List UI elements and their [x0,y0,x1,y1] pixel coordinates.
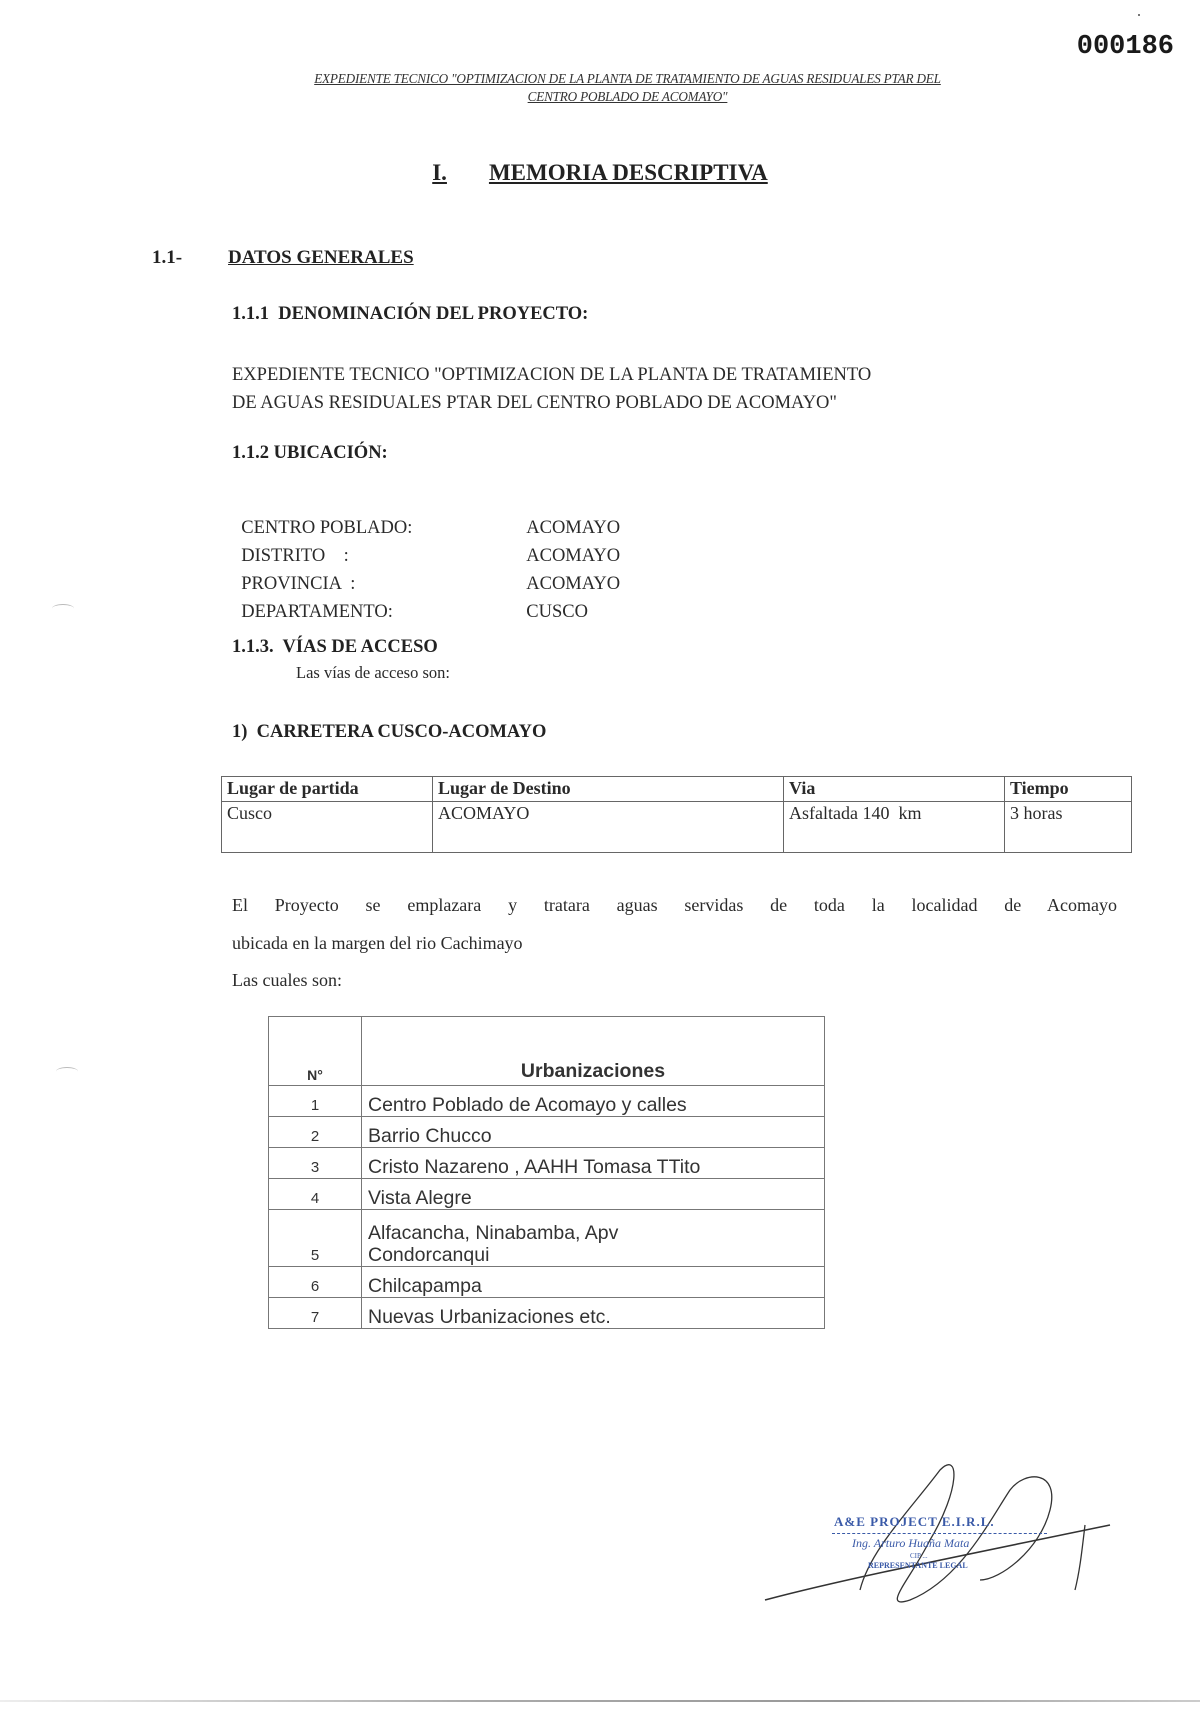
page-number-stamp: 000186 [1076,32,1174,62]
signature-registration: CIP ... [910,1552,928,1560]
row-name: Nuevas Urbanizaciones etc. [362,1298,825,1329]
section-number: 1.1- [152,247,183,268]
signature-name: Ing. Arturo Huaña Mata [852,1536,970,1550]
row-number: 3 [269,1148,362,1179]
row-number: 4 [269,1179,362,1210]
running-header [150,70,1105,106]
row-name: Barrio Chucco [362,1117,825,1148]
project-name-line1: EXPEDIENTE TECNICO "OPTIMIZACION DE LA PLANTA DE TRATAMIENTO [232,365,872,385]
project-name [232,361,871,417]
location-key: DISTRITO : [241,546,349,566]
title-number: I. [432,160,447,185]
location-key: PROVINCIA : [241,574,356,594]
cell-via: Asfaltada 140 km [784,802,1005,853]
location-row [232,581,588,623]
access-table-header [222,777,1132,802]
project-name-line2: DE AGUAS RESIDUALES PTAR DEL CENTRO POBLADO DE ACOMAYO" [232,393,837,413]
col-lugar-partida: Lugar de partida [222,777,433,802]
row-number: 1 [269,1086,362,1117]
row-name: Vista Alegre [362,1179,825,1210]
running-header-line2: CENTRO POBLADO DE ACOMAYO" [527,89,728,104]
section-label: DATOS GENERALES [228,247,414,268]
signature-line [832,1533,1047,1534]
signature-role: REPRESENTANTE LEGAL [868,1561,968,1570]
table-row [269,1148,825,1179]
cell-destino: ACOMAYO [433,802,784,853]
row-number: 5 [269,1210,362,1267]
row-number: 6 [269,1267,362,1298]
row-name: Centro Poblado de Acomayo y calles [362,1086,825,1117]
section-1-1-1-heading: 1.1.1 DENOMINACIÓN DEL PROYECTO: [232,304,589,324]
row-name [362,1210,825,1267]
list-intro: Las cuales son: [232,970,342,990]
row-name: Cristo Nazareno , AAHH Tomasa TTito [362,1148,825,1179]
signature-company: A&E PROJECT E.I.R.L. [834,1514,995,1529]
location-value: ACOMAYO [526,574,621,594]
section-1-1-heading [152,247,414,269]
table-row [269,1210,825,1267]
col-tiempo: Tiempo [1005,777,1132,802]
location-value: CUSCO [526,602,588,622]
location-key: CENTRO POBLADO: [241,518,413,538]
row-number: 2 [269,1117,362,1148]
project-paragraph-line2: ubicada en la margen del rio Cachimayo [232,933,523,953]
table-row [269,1086,825,1117]
col-urbanizaciones: Urbanizaciones [362,1017,825,1086]
col-lugar-destino: Lugar de Destino [433,777,784,802]
signature-scribble-icon [760,1430,1120,1630]
urbanizaciones-table [268,1016,825,1329]
section-1-1-3-heading: 1.1.3. VÍAS DE ACCESO [232,637,438,657]
location-value: ACOMAYO [526,518,621,538]
signature-stamp [760,1430,1120,1635]
scan-edge-line [0,1700,1200,1702]
row-name-line1: Alfacancha, Ninabamba, Apv [368,1222,619,1244]
location-key: DEPARTAMENTO: [241,602,393,622]
table-row [269,1117,825,1148]
location-value: ACOMAYO [526,546,621,566]
hole-punch-mark [56,1067,78,1076]
table-row [269,1267,825,1298]
col-number: N° [269,1017,362,1086]
section-1-1-2-heading: 1.1.2 UBICACIÓN: [232,443,388,463]
cell-tiempo: 3 horas [1005,802,1132,853]
title-text: MEMORIA DESCRIPTIVA [488,160,768,185]
cell-partida: Cusco [222,802,433,853]
table-row [222,802,1132,853]
route-heading: 1) CARRETERA CUSCO-ACOMAYO [232,722,547,742]
project-paragraph-line1: El Proyecto se emplazara y tratara aguas servidas de toda la localidad de Acomayo [232,895,1117,915]
row-name-line2: Condorcanqui [368,1244,490,1266]
table-row [269,1179,825,1210]
urbanizaciones-header [269,1017,825,1086]
hole-punch-mark [52,604,74,613]
access-table [221,776,1132,853]
row-number: 7 [269,1298,362,1329]
access-intro: Las vías de acceso son: [296,663,450,682]
scan-speck [1138,14,1140,16]
table-row [269,1298,825,1329]
col-via: Via [784,777,1005,802]
running-header-line1: EXPEDIENTE TECNICO "OPTIMIZACION DE LA PLANTA DE TRATAMIENTO DE AGUAS RESIDUALES PTAR DEL [314,71,941,86]
page-title [0,160,1200,186]
row-name: Chilcapampa [362,1267,825,1298]
